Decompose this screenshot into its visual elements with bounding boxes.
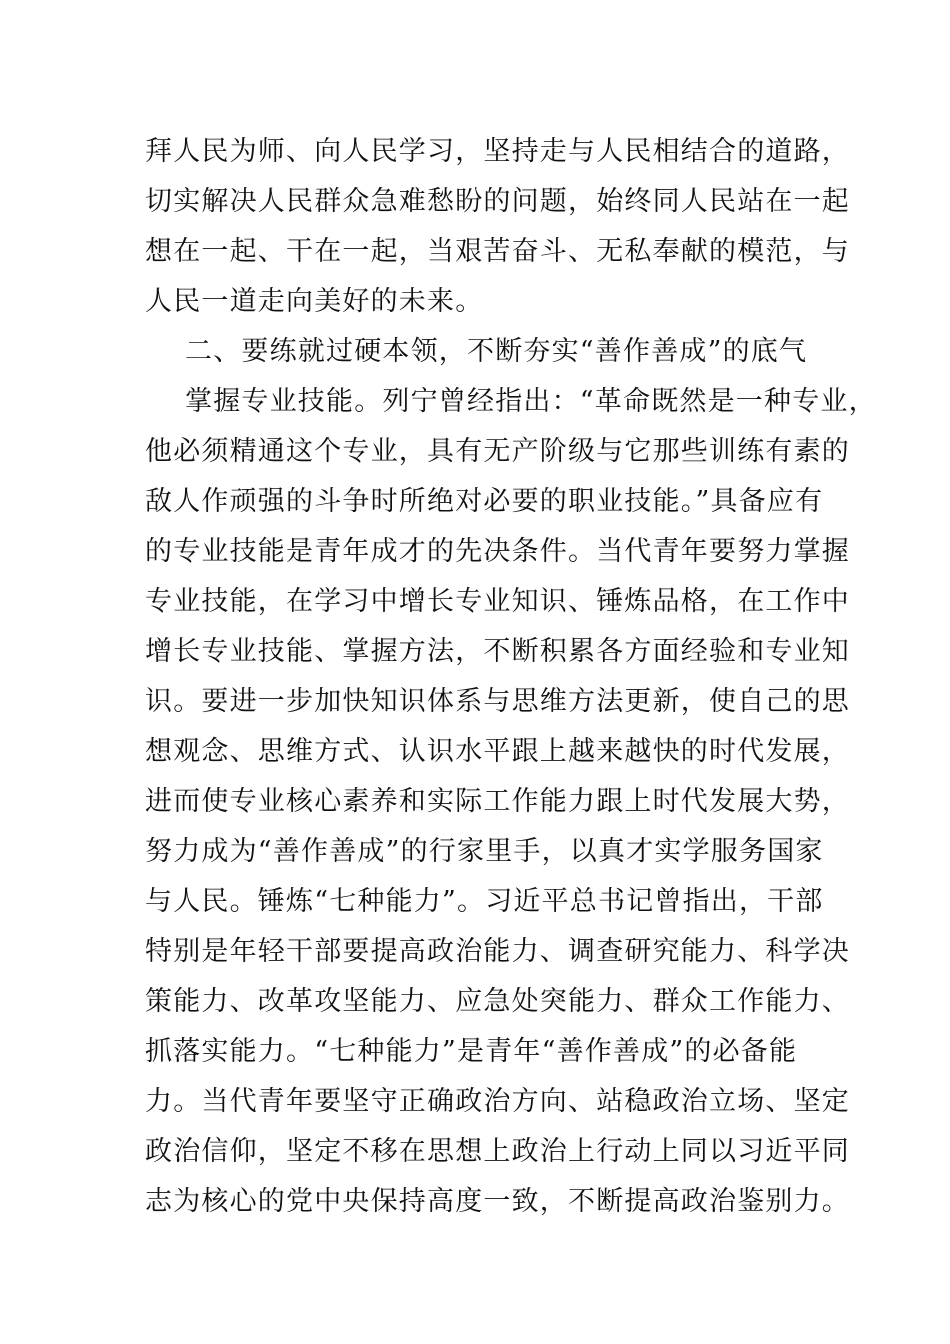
text-line: 人民一道走向美好的未来。 — [145, 286, 484, 317]
text-line: 进而使专业核心素养和实际工作能力跟上时代发展大势， — [145, 786, 850, 817]
text-line: 敌人作顽强的斗争时所绝对必要的职业技能。”具备应有 — [145, 486, 824, 517]
text-line: 想在一起、干在一起，当艰苦奋斗、无私奉献的模范，与 — [145, 236, 850, 267]
text-line: 力。当代青年要坚守正确政治方向、站稳政治立场、坚定 — [145, 1086, 850, 1117]
text-line: 抓落实能力。“七种能力”是青年“善作善成”的必备能 — [145, 1036, 798, 1067]
text-line: 他必须精通这个专业，具有无产阶级与它那些训练有素的 — [145, 436, 850, 467]
text-line: 志为核心的党中央保持高度一致，不断提高政治鉴别力。 — [145, 1186, 850, 1217]
document-body — [145, 127, 877, 1227]
text-line: 策能力、改革攻坚能力、应急处突能力、群众工作能力、 — [145, 986, 850, 1017]
text-line: 识。要进一步加快知识体系与思维方法更新，使自己的思 — [145, 686, 850, 717]
text-line: 想观念、思维方式、认识水平跟上越来越快的时代发展， — [145, 736, 850, 767]
text-line: 的专业技能是青年成才的先决条件。当代青年要努力掌握 — [145, 536, 850, 567]
text-line: 与人民。锤炼“七种能力”。习近平总书记曾指出，干部 — [145, 886, 824, 917]
text-line: 特别是年轻干部要提高政治能力、调查研究能力、科学决 — [145, 936, 850, 967]
text-line: 切实解决人民群众急难愁盼的问题，始终同人民站在一起 — [145, 186, 850, 217]
text-line: 增长专业技能、掌握方法，不断积累各方面经验和专业知 — [145, 636, 850, 667]
paragraph-first-line: 掌握专业技能。列宁曾经指出：“革命既然是一种专业， — [185, 386, 877, 417]
section-heading: 二、要练就过硬本领，不断夯实“善作善成”的底气 — [185, 336, 808, 367]
text-line: 努力成为“善作善成”的行家里手，以真才实学服务国家 — [145, 836, 824, 867]
text-line: 专业技能，在学习中增长专业知识、锤炼品格，在工作中 — [145, 586, 850, 617]
text-line: 拜人民为师、向人民学习，坚持走与人民相结合的道路， — [145, 136, 850, 167]
text-line: 政治信仰，坚定不移在思想上政治上行动上同以习近平同 — [145, 1136, 850, 1167]
